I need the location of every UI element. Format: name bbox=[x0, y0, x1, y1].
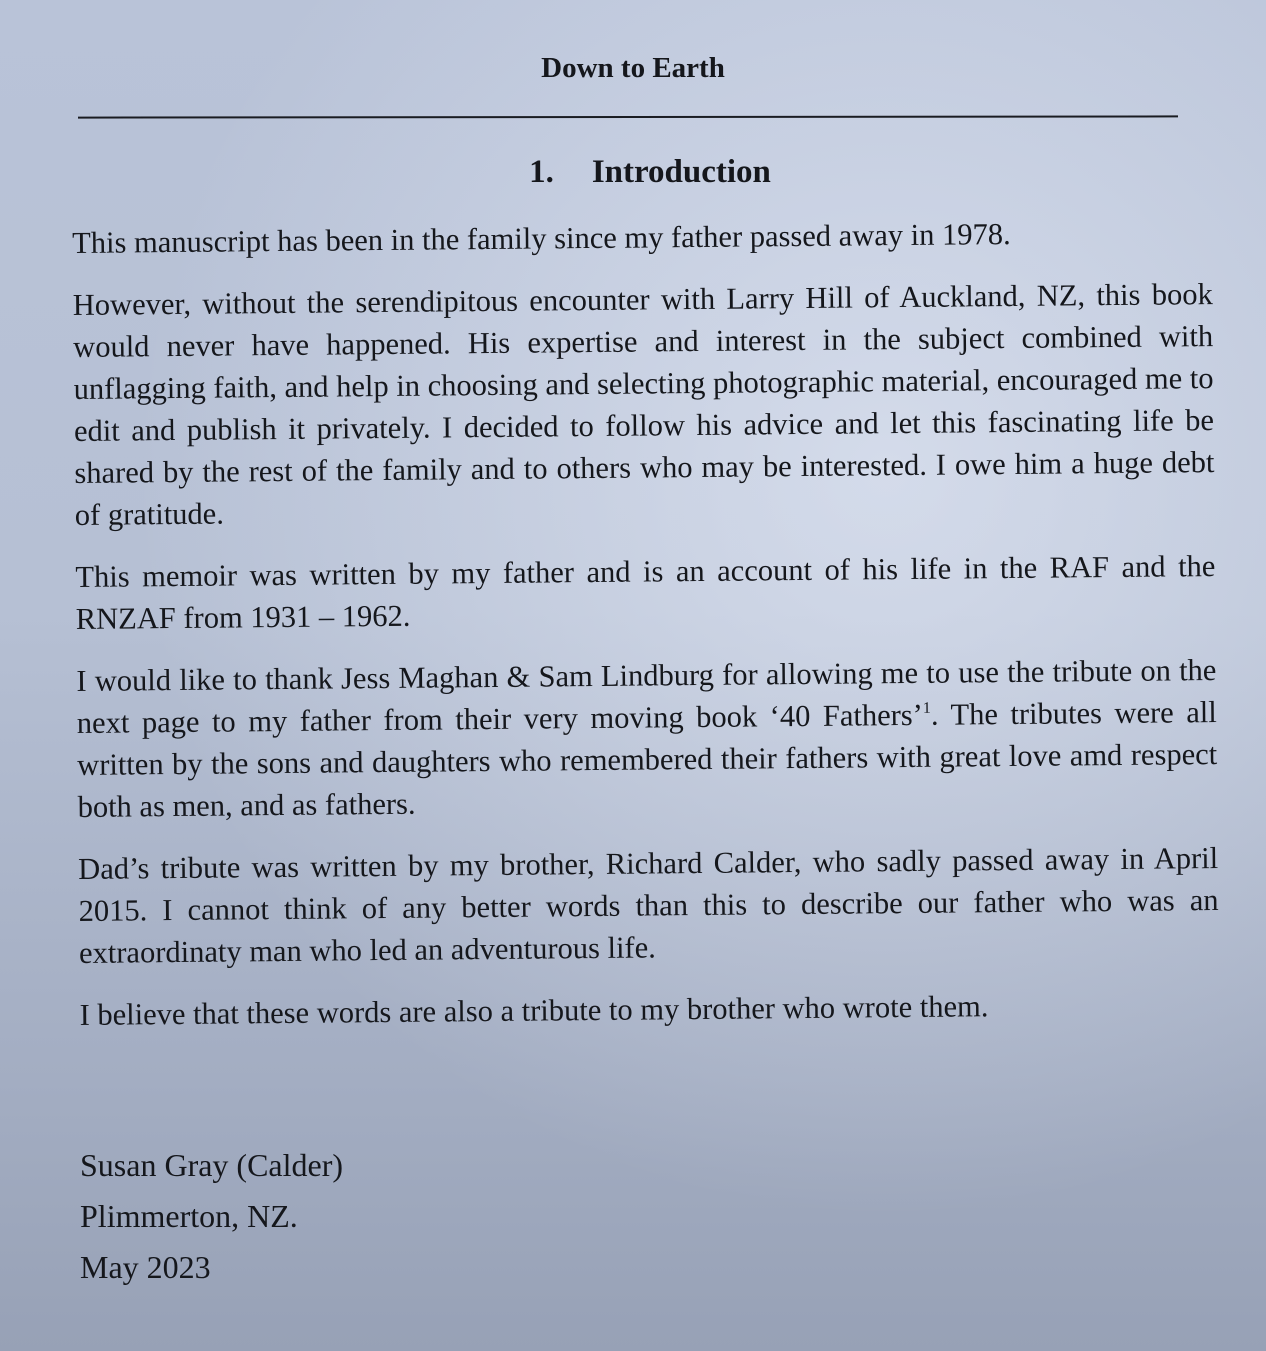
body-text bbox=[72, 211, 1220, 1056]
chapter-heading bbox=[0, 154, 1266, 191]
paragraph-3: This memoir was written by my father and is an account of his life in the RAF and the RNZAF from 1931 – 1962. bbox=[75, 549, 1216, 636]
footnote-marker: 1 bbox=[922, 699, 931, 717]
chapter-number: 1. bbox=[529, 154, 554, 190]
paragraph-4-text-after: . The tributes were all written by the sons and daughters who remembered their fathers with great love amd respect both as men, and as fathers. bbox=[77, 695, 1218, 824]
paragraph-4-text-before: I would like to thank Jess Maghan & Sam Lindburg for allowing me to use the tribute on the next page to my father from their very moving book ‘40 Fathers’ bbox=[76, 653, 1217, 740]
paragraph-1: This manuscript has been in the family since my father passed away in 1978. bbox=[72, 216, 1011, 260]
signature-name: Susan Gray (Calder) bbox=[80, 1147, 344, 1183]
signature-date: May 2023 bbox=[80, 1249, 211, 1285]
paragraph-6: I believe that these words are also a tribute to my brother who wrote them. bbox=[79, 989, 989, 1032]
running-header: Down to Earth bbox=[541, 52, 725, 84]
paragraph-5: Dad’s tribute was written by my brother, Richard Calder, who sadly passed away in April 2015. I cannot think of any better words than this to describe our father who was an extraordinaty man who led an adventurous life. bbox=[78, 841, 1219, 970]
paragraph-2: However, without the serendipitous encounter with Larry Hill of Auckland, NZ, this book would never have happened. His expertise and interest in the subject combined with unflagging faith, and help in choosing and selecting photographic material, encouraged me to edit and publish it privately. I decided to follow his advice and let this fascinating life be shared by the rest of the family and to others who may be interested. I owe him a huge debt of gratitude. bbox=[72, 277, 1215, 532]
signature-place: Plimmerton, NZ. bbox=[80, 1198, 298, 1234]
chapter-title: Introduction bbox=[591, 154, 771, 190]
header-rule bbox=[78, 115, 1178, 118]
signature-block bbox=[80, 1140, 343, 1293]
paragraph-4 bbox=[76, 649, 1218, 828]
